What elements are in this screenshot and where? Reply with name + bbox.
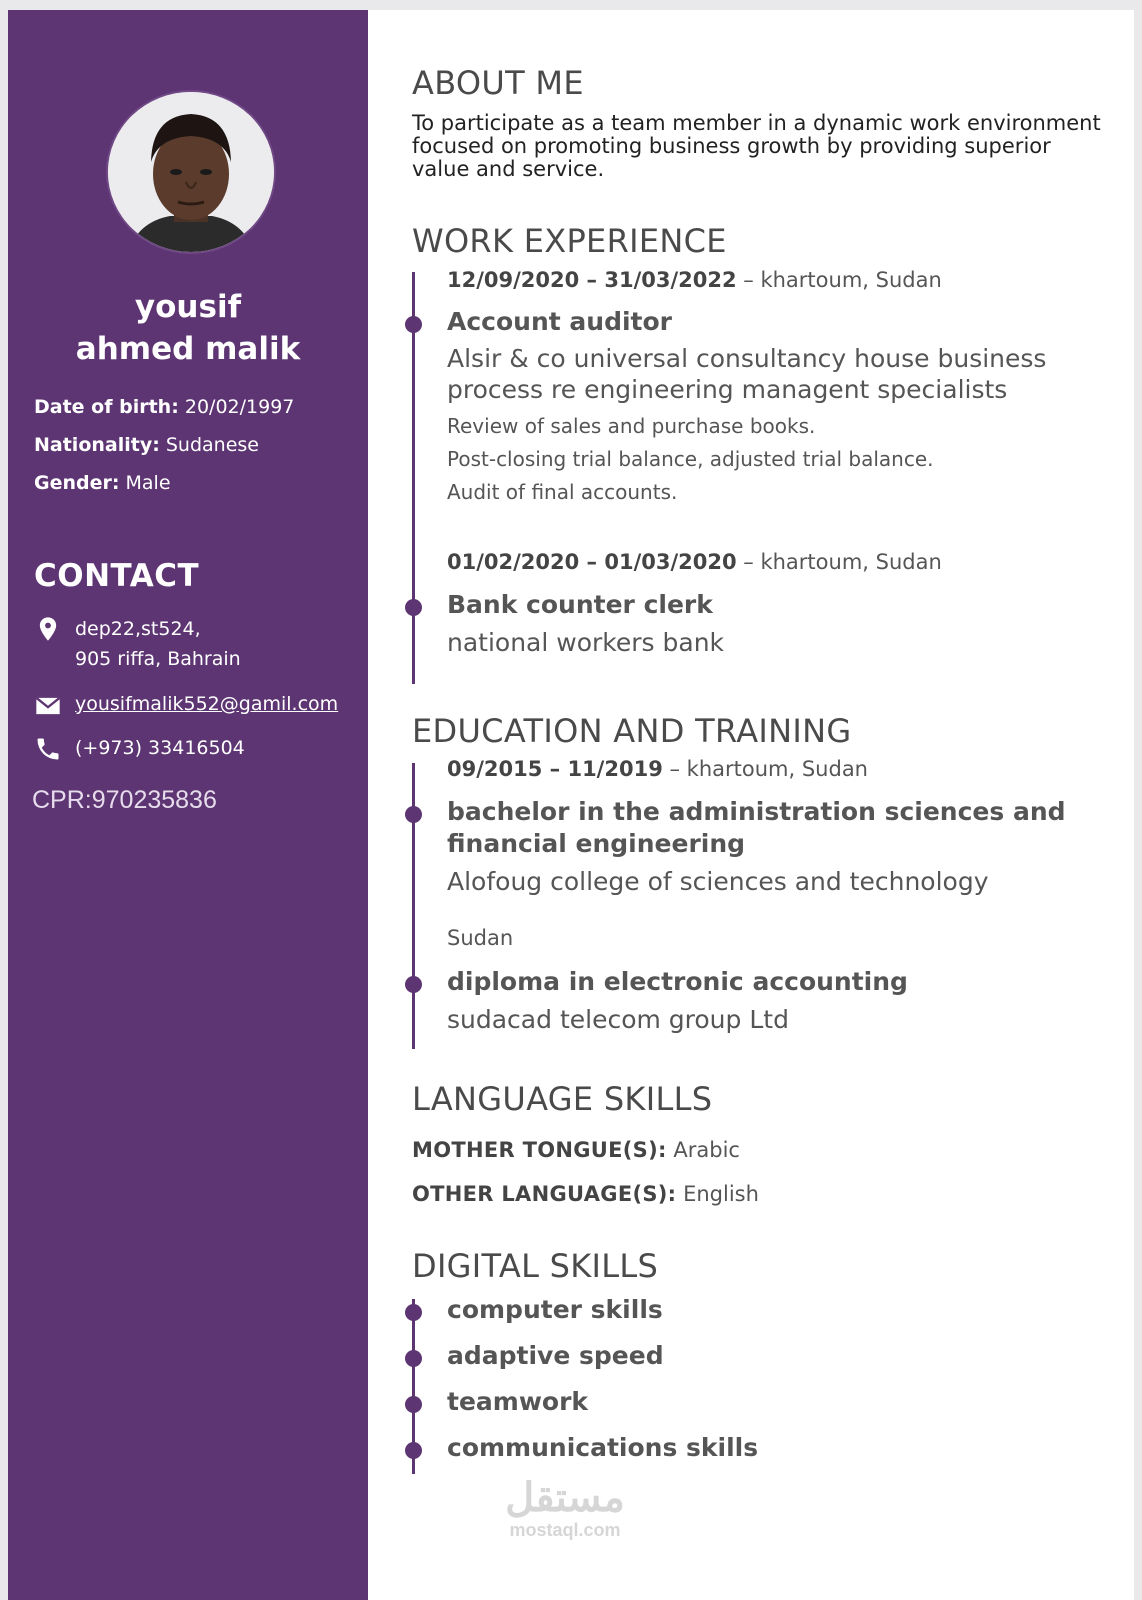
work-2-location: – khartoum, Sudan <box>743 550 942 574</box>
other-language-value: English <box>683 1182 759 1206</box>
resume-page <box>8 10 1134 1600</box>
location-pin-icon <box>34 615 62 643</box>
digital-title: DIGITAL SKILLS <box>412 1247 659 1285</box>
about-title: ABOUT ME <box>412 64 584 102</box>
cpr-number: CPR:970235836 <box>32 786 217 814</box>
timeline-dot <box>405 316 422 333</box>
nationality-value: Sudanese <box>165 434 259 456</box>
skill-item: teamwork <box>447 1387 589 1416</box>
phone-number: (+973) 33416504 <box>75 737 245 759</box>
timeline-dot <box>405 1304 422 1321</box>
work-2-role: Bank counter clerk <box>447 590 713 619</box>
work-1-dates <box>447 268 942 292</box>
dob-value: 20/02/1997 <box>184 396 295 418</box>
language-title: LANGUAGE SKILLS <box>412 1080 713 1118</box>
work-1-date-range: 12/09/2020 – 31/03/2022 <box>447 268 737 292</box>
mother-tongue-value: Arabic <box>673 1138 740 1162</box>
about-text: To participate as a team member in a dynamic work environment focused on promoting business growth by providing superior value and service. <box>412 111 1101 181</box>
skill-item: adaptive speed <box>447 1341 664 1370</box>
work-2-date-range: 01/02/2020 – 01/03/2020 <box>447 550 737 574</box>
mail-icon <box>34 692 62 720</box>
gender-line <box>34 472 171 494</box>
first-name: yousif <box>134 289 242 325</box>
dob-label: Date of birth: <box>34 396 179 418</box>
timeline-dot <box>405 599 422 616</box>
email-link[interactable]: yousifmalik552@gamil.com <box>75 693 339 715</box>
work-2-org: national workers bank <box>447 628 725 657</box>
timeline-dot <box>405 1350 422 1367</box>
edu-1-org: Alofoug college of sciences and technology <box>447 867 989 896</box>
address-line2: 905 riffa, Bahrain <box>75 648 241 670</box>
timeline-dot <box>405 976 422 993</box>
timeline-dot <box>405 806 422 823</box>
timeline-dot <box>405 1396 422 1413</box>
watermark-logo: مستقل <box>505 1476 625 1520</box>
profile-photo <box>106 90 276 254</box>
edu-1-dates <box>447 757 868 781</box>
edu-2-location: Sudan <box>447 926 514 950</box>
watermark <box>490 1476 640 1541</box>
work-1-role: Account auditor <box>447 307 672 336</box>
mother-tongue-row <box>412 1138 740 1162</box>
mother-tongue-label: MOTHER TONGUE(S): <box>412 1138 667 1162</box>
education-title: EDUCATION AND TRAINING <box>412 712 852 750</box>
nationality-label: Nationality: <box>34 434 160 456</box>
phone-icon <box>34 735 62 763</box>
work-timeline <box>412 272 415 684</box>
gender-value: Male <box>125 472 171 494</box>
work-2-dates <box>447 550 942 574</box>
last-name: ahmed malik <box>75 331 301 367</box>
work-1-bullet: Audit of final accounts. <box>447 480 678 504</box>
other-language-label: OTHER LANGUAGE(S): <box>412 1182 677 1206</box>
timeline-dot <box>405 1442 422 1459</box>
edu-2-role: diploma in electronic accounting <box>447 967 908 996</box>
edu-1-location: – khartoum, Sudan <box>669 757 868 781</box>
skill-item: computer skills <box>447 1295 663 1324</box>
work-1-bullet: Review of sales and purchase books. <box>447 414 816 438</box>
dob-line <box>34 396 294 418</box>
edu-1-role-line1: bachelor in the administration sciences and <box>447 797 1066 826</box>
contact-title: CONTACT <box>34 558 200 594</box>
work-1-location: – khartoum, Sudan <box>743 268 942 292</box>
work-title: WORK EXPERIENCE <box>412 222 727 260</box>
work-1-bullet: Post-closing trial balance, adjusted trial balance. <box>447 447 934 471</box>
sidebar <box>8 10 368 1600</box>
skill-item: communications skills <box>447 1433 759 1462</box>
address-line1: dep22,st524, <box>75 618 201 640</box>
edu-2-org: sudacad telecom group Ltd <box>447 1005 789 1034</box>
edu-1-role-line2: financial engineering <box>447 829 746 858</box>
edu-1-date-range: 09/2015 – 11/2019 <box>447 757 663 781</box>
watermark-url: mostaql.com <box>509 1520 621 1540</box>
gender-label: Gender: <box>34 472 120 494</box>
other-language-row <box>412 1182 759 1206</box>
work-1-org: Alsir & co universal consultancy house business process re engineering managent specialists <box>447 344 1047 404</box>
nationality-line <box>34 434 259 456</box>
